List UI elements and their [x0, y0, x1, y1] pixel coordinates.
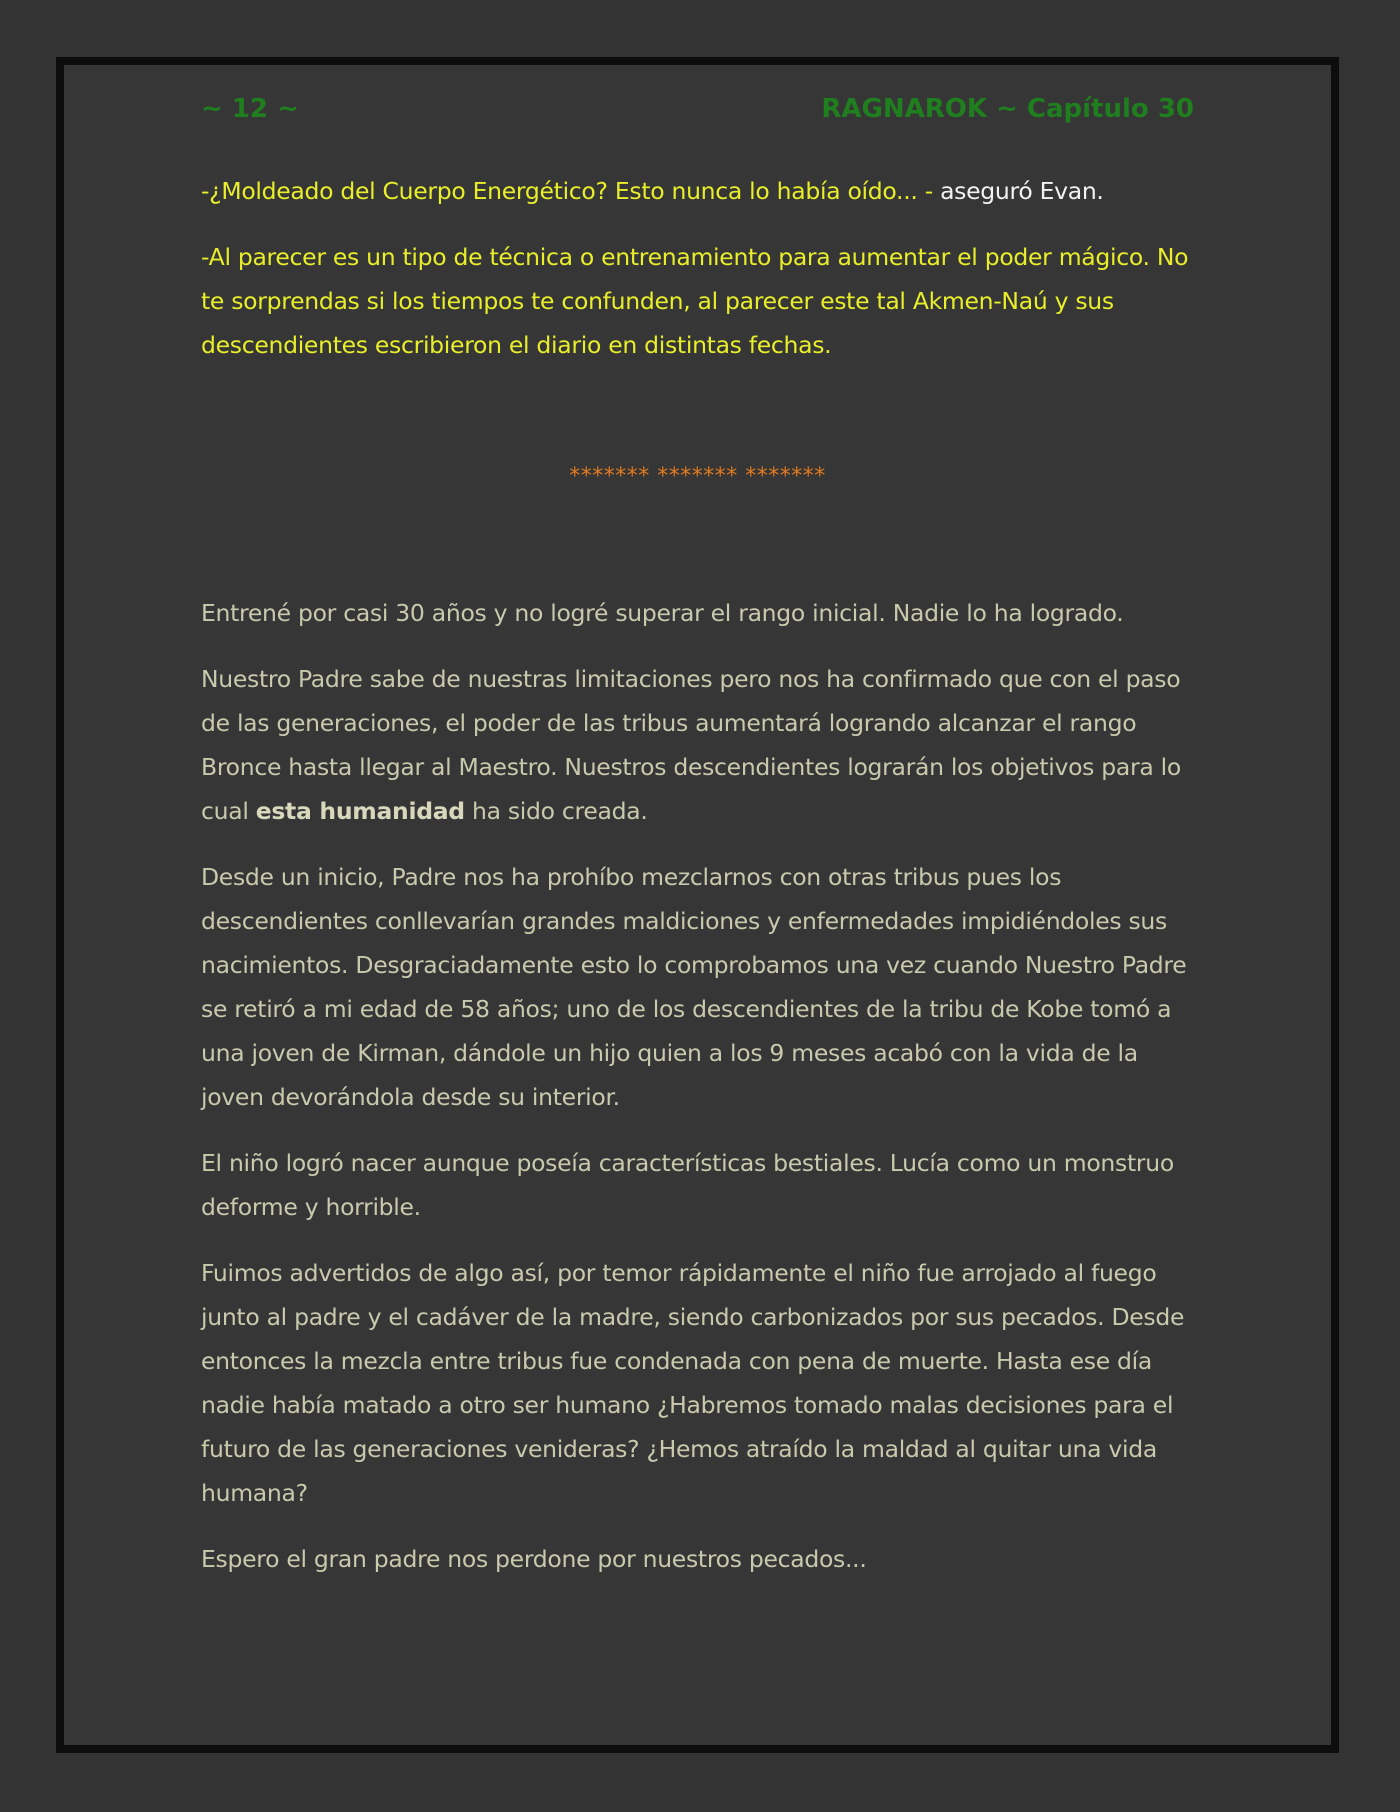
paragraph: Fuimos advertidos de algo así, por temor rápidamente el niño fue arrojado al fuego junto al padre y el cadáver de la madre, siendo carbonizados por sus pecados. Desde entonces la mezcla entre tribus fue condenada con pena de muerte. Hasta ese día nadie había matado a otro ser humano ¿Habremos tomado malas decisiones para el futuro de las generaciones venideras? ¿Hemos atraído la maldad al quitar una vida humana? [201, 1259, 1185, 1507]
dialog-speech: -Al parecer es un tipo de técnica o entrenamiento para aumentar el poder mágico. No te sorprendas si los tiempos te confunden, al parecer este tal Akmen-Naú y sus descendientes escribieron el diario en distintas fechas. [201, 243, 1189, 359]
paragraph-text: Nuestro Padre sabe de nuestras limitaciones pero nos ha confirmado que con el paso de las generaciones, el poder de las tribus aumentará logrando alcanzar el rango Bronce hasta llegar al Maestro. Nuestros descendientes lograrán los objetivos para lo cual [201, 665, 1181, 825]
dialog-line [201, 235, 1194, 367]
page-header [201, 91, 1194, 127]
paragraph: Espero el gran padre nos perdone por nuestros pecados... [201, 1545, 867, 1573]
paragraph: Entrené por casi 30 años y no logré superar el rango inicial. Nadie lo ha logrado. [201, 599, 1124, 627]
page-number: ~ 12 ~ [201, 94, 299, 124]
paragraph-text: ha sido creada. [464, 797, 648, 825]
paragraph [201, 657, 1194, 833]
section-separator: ******* ******* ******* [569, 464, 826, 489]
dialog-attribution: aseguró Evan. [940, 177, 1104, 205]
paragraph: El niño logró nacer aunque poseía características bestiales. Lucía como un monstruo deforme y horrible. [201, 1149, 1174, 1221]
dialog-speech: -¿Moldeado del Cuerpo Energético? Esto nunca lo había oído... - [201, 177, 941, 205]
dialog-line [201, 169, 1194, 213]
paragraph: Desde un inicio, Padre nos ha prohíbo mezclarnos con otras tribus pues los descendientes conllevarían grandes maldiciones y enfermedades impidiéndoles sus nacimientos. Desgraciadamente esto lo comprobamos una vez cuando Nuestro Padre se retiró a mi edad de 58 años; uno de los descendientes de la tribu de Kobe tomó a una joven de Kirman, dándole un hijo quien a los 9 meses acabó con la vida de la joven devorándola desde su interior. [201, 863, 1187, 1111]
emphasis-text: esta humanidad [255, 797, 465, 825]
page-content [201, 169, 1194, 1603]
book-page [56, 57, 1339, 1753]
chapter-title: RAGNAROK ~ Capítulo 30 [821, 94, 1194, 124]
